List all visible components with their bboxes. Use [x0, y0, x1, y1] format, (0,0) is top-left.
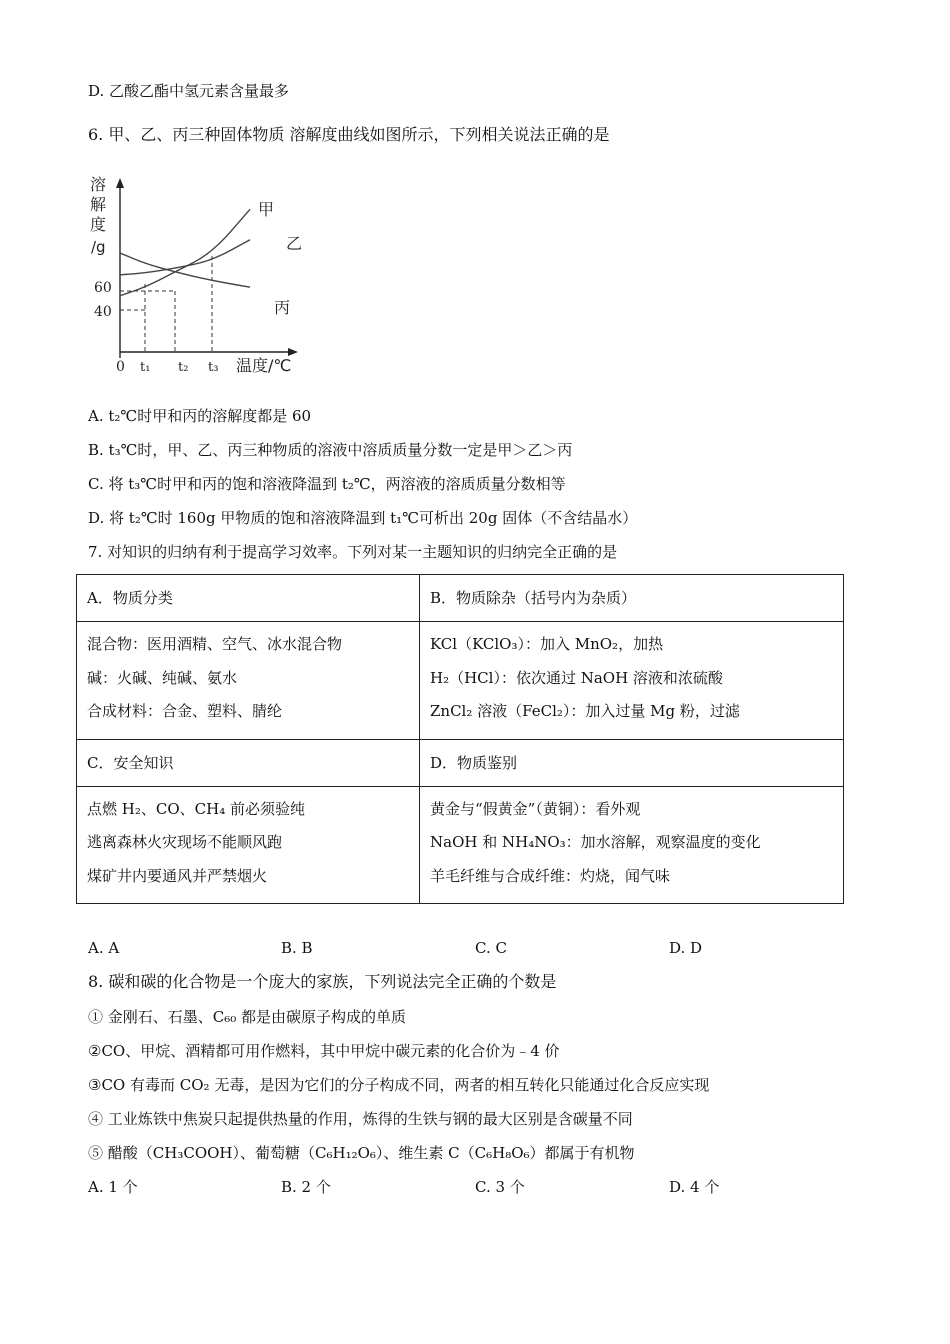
q8-stem: 8. 碳和碳的化合物是一个庞大的家族，下列说法完全正确的个数是 — [88, 972, 557, 991]
x-tick-t3: t₃ — [208, 360, 219, 375]
q8-choice-c: C. 3 个 — [475, 1178, 525, 1196]
y-tick-40: 40 — [94, 304, 112, 320]
q7-choice-c: C. C — [475, 939, 507, 957]
q6-option-b: B. t₃℃时，甲、乙、丙三种物质的溶液中溶质质量分数一定是甲＞乙＞丙 — [88, 441, 573, 459]
series-label-jia: 甲 — [258, 200, 275, 219]
cell-d-line: 羊毛纤维与合成纤维：灼烧，闻气味 — [430, 866, 671, 885]
q7-choice-d: D. D — [669, 939, 703, 957]
q6-option-a: A. t₂℃时甲和丙的溶解度都是 60 — [88, 407, 312, 425]
cell-d-head: D．物质鉴别 — [420, 739, 844, 786]
y-axis-arrow — [116, 178, 124, 188]
y-axis-label-3: 度 — [90, 215, 107, 234]
q7-knowledge-table — [76, 574, 844, 904]
y-axis-label-4: /g — [91, 238, 106, 256]
cell-c-body — [77, 786, 420, 904]
q8-choice-b: B. 2 个 — [281, 1178, 331, 1196]
cell-b-line: KCl（KClO₃）：加入 MnO₂，加热 — [430, 635, 664, 653]
series-curve-bing — [120, 253, 250, 287]
q7-choice-a: A. A — [88, 939, 120, 957]
q8-statement-3: ③CO 有毒而 CO₂ 无毒，是因为它们的分子构成不同，两者的相互转化只能通过化合反应实现 — [88, 1076, 710, 1094]
q6-option-c: C. 将 t₃℃时甲和丙的饱和溶液降温到 t₂℃，两溶液的溶质质量分数相等 — [88, 475, 566, 493]
x-tick-t1: t₁ — [140, 360, 151, 375]
q8-choice-d: D. 4 个 — [669, 1178, 720, 1196]
y-axis-label-1: 溶 — [90, 175, 107, 194]
series-label-yi: 乙 — [286, 234, 303, 253]
cell-d-line: 黄金与“假黄金”（黄铜）：看外观 — [430, 799, 641, 818]
cell-d-line: NaOH 和 NH₄NO₃：加水溶解，观察温度的变化 — [430, 833, 761, 851]
q8-statement-2: ②CO、甲烷、酒精都可用作燃料，其中甲烷中碳元素的化合价为﹣4 价 — [88, 1042, 560, 1060]
x-axis-label: 温度/℃ — [236, 356, 292, 375]
cell-c-head: C．安全知识 — [77, 739, 420, 786]
cell-a-line: 碱：火碱、纯碱、氨水 — [87, 668, 238, 687]
q8-statement-1: ① 金刚石、石墨、C₆₀ 都是由碳原子构成的单质 — [88, 1008, 407, 1026]
cell-b-head: B．物质除杂（括号内为杂质） — [420, 575, 844, 622]
cell-c-line: 逃离森林火灾现场不能顺风跑 — [87, 833, 283, 851]
q6-stem: 6. 甲、乙、丙三种固体物质 溶解度曲线如图所示，下列相关说法正确的是 — [88, 125, 610, 144]
cell-c-line: 煤矿井内要通风并严禁烟火 — [87, 866, 268, 885]
cell-b-line: H₂（HCl）：依次通过 NaOH 溶液和浓硫酸 — [430, 668, 723, 687]
series-label-bing: 丙 — [274, 298, 291, 317]
cell-c-line: 点燃 H₂、CO、CH₄ 前必须验纯 — [87, 799, 305, 818]
x-axis-arrow — [288, 348, 298, 356]
solubility-chart — [88, 172, 318, 382]
origin-label: 0 — [116, 359, 125, 375]
cell-a-line: 混合物：医用酒精、空气、冰水混合物 — [87, 635, 343, 653]
series-curve-yi — [120, 240, 250, 275]
series-curve-jia — [120, 209, 250, 295]
q7-stem: 7. 对知识的归纳有利于提高学习效率。下列对某一主题知识的归纳完全正确的是 — [88, 543, 618, 561]
cell-d-body — [420, 786, 844, 904]
cell-b-body — [420, 622, 844, 740]
q8-statement-5: ⑤ 醋酸（CH₃COOH）、葡萄糖（C₆H₁₂O₆）、维生素 C（C₆H₈O₆）都属于有机物 — [88, 1144, 635, 1162]
q8-statement-4: ④ 工业炼铁中焦炭只起提供热量的作用，炼得的生铁与钢的最大区别是含碳量不同 — [88, 1110, 633, 1128]
y-tick-60: 60 — [94, 280, 112, 296]
x-tick-t2: t₂ — [178, 360, 189, 375]
q6-option-d: D. 将 t₂℃时 160g 甲物质的饱和溶液降温到 t₁℃可析出 20g 固体（不含结晶水） — [88, 509, 638, 527]
y-axis-label-2: 解 — [90, 195, 107, 214]
guide-lines — [120, 256, 212, 352]
cell-b-line: ZnCl₂ 溶液（FeCl₂）：加入过量 Mg 粉，过滤 — [430, 702, 740, 720]
q7-choice-b: B. B — [281, 939, 313, 957]
q5-option-d: D. 乙酸乙酯中氢元素含量最多 — [88, 82, 290, 100]
cell-a-line: 合成材料：合金、塑料、腈纶 — [87, 702, 283, 720]
q8-choice-a: A. 1 个 — [88, 1178, 138, 1196]
cell-a-body — [77, 622, 420, 740]
cell-a-head: A．物质分类 — [77, 575, 420, 622]
